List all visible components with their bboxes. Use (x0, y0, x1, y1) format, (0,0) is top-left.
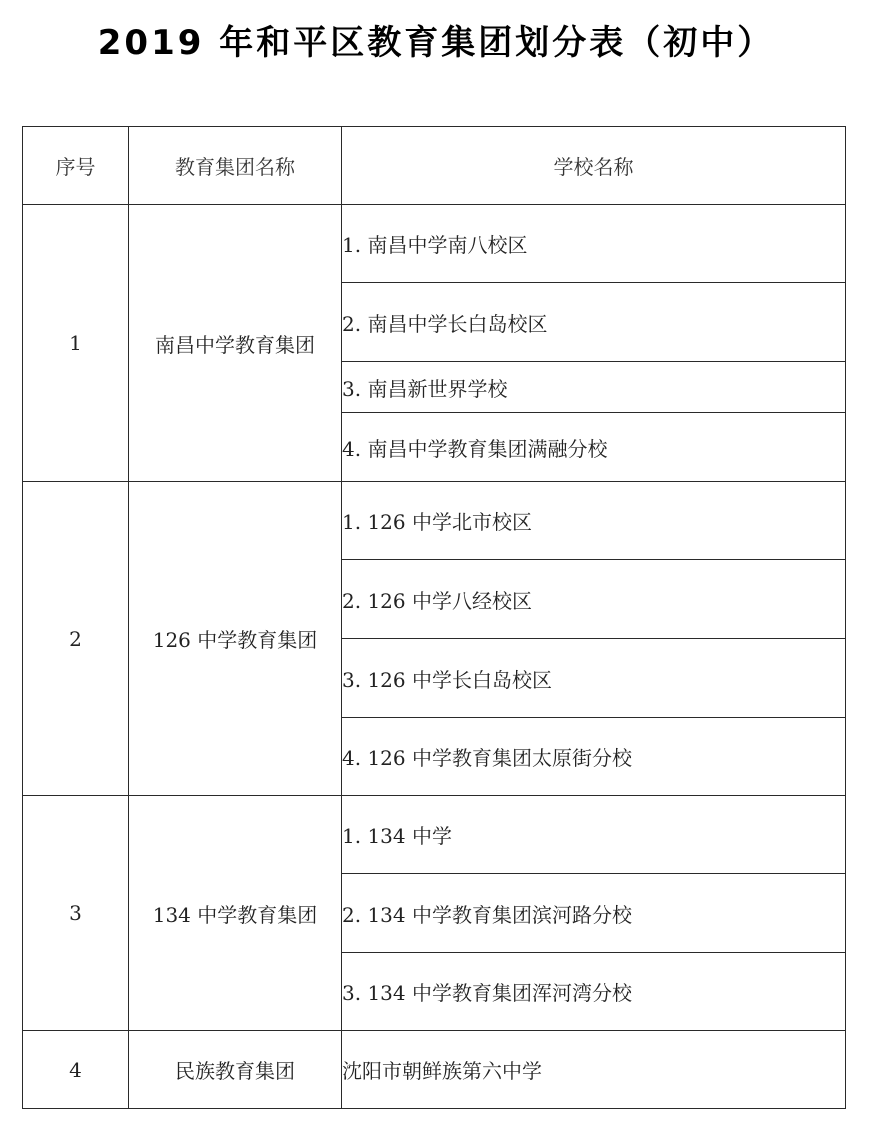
school-name: 2. 南昌中学长白岛校区 (342, 283, 846, 362)
education-group-table (22, 126, 846, 1109)
school-name: 4. 126 中学教育集团太原街分校 (342, 718, 846, 796)
school-name: 1. 126 中学北市校区 (342, 482, 846, 560)
school-name: 3. 134 中学教育集团浑河湾分校 (342, 953, 846, 1031)
header-group-name: 教育集团名称 (129, 127, 342, 205)
school-name: 2. 126 中学八经校区 (342, 560, 846, 639)
table-row (23, 796, 846, 874)
school-name: 4. 南昌中学教育集团满融分校 (342, 413, 846, 482)
table-row (23, 1031, 846, 1109)
group-name: 民族教育集团 (129, 1031, 342, 1109)
school-name: 沈阳市朝鲜族第六中学 (342, 1031, 846, 1109)
group-index: 3 (23, 796, 129, 1031)
table-row (23, 205, 846, 283)
page-title: 2019 年和平区教育集团划分表（初中） (97, 23, 775, 63)
header-school-name: 学校名称 (342, 127, 846, 205)
group-name: 126 中学教育集团 (129, 482, 342, 796)
table-header-row (23, 127, 846, 205)
header-index: 序号 (23, 127, 129, 205)
group-name: 南昌中学教育集团 (129, 205, 342, 482)
school-name: 1. 134 中学 (342, 796, 846, 874)
school-name: 2. 134 中学教育集团滨河路分校 (342, 874, 846, 953)
group-index: 2 (23, 482, 129, 796)
group-name: 134 中学教育集团 (129, 796, 342, 1031)
school-name: 3. 126 中学长白岛校区 (342, 639, 846, 718)
school-name: 1. 南昌中学南八校区 (342, 205, 846, 283)
school-name: 3. 南昌新世界学校 (342, 362, 846, 413)
group-index: 4 (23, 1031, 129, 1109)
table-row (23, 482, 846, 560)
group-index: 1 (23, 205, 129, 482)
